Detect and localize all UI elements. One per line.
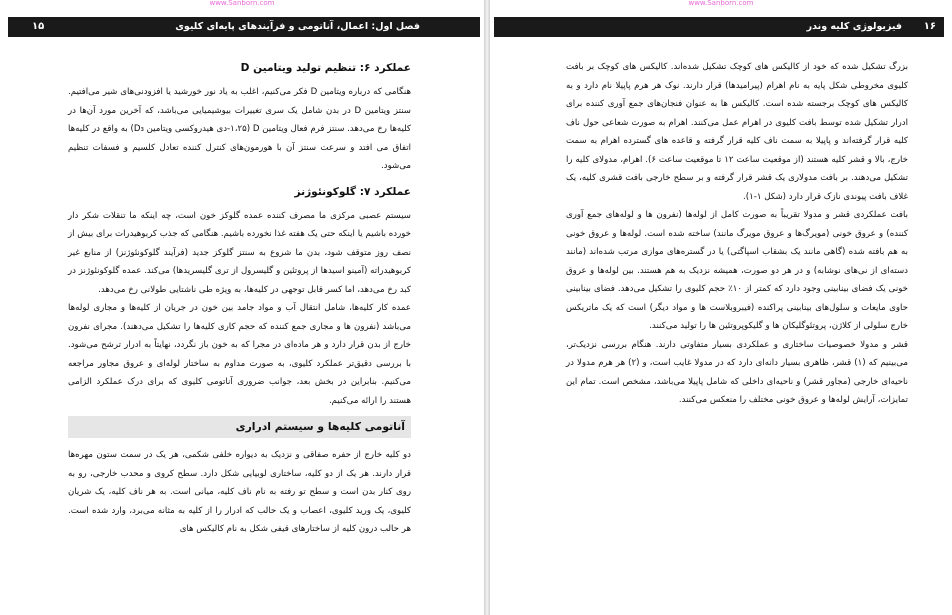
function6-heading: عملکرد ۶: تنظیم تولید ویتامین D [240,62,411,74]
section-heading: آناتومی کلیه‌ها و سیستم ادراری [68,416,411,438]
tissue-paragraph: بافت عملکردی قشر و مدولا تقریباً به صورت کامل از لوله‌ها (نفرون ها و لوله‌های جمع آوری کننده) و عروق خونی (مویرگ‌ها و عروق مویرگ مانند) ساخته شده است. لوله‌ها و عروق خونی به هم بافته شده (گاهی مانند یک بشقاب اسپاگتی) یا در گستره‌های موازی مرتب شده‌اند (مانند دسته‌ای از نی‌های نوشابه) و در هر دو صورت، همیشه نزدیک به هم هستند. بین لوله‌ها و عروق خونی یک فضای بینابینی وجود دارد که کمتر از ۱۰٪ حجم کلیوی را تشکیل می‌دهد. فضای بینابینی حاوی مایعات و سلول‌های بینابینی پراکنده (فیبروبلاست ها و مواد دیگر) است که یک ماتریکس خارج سلولی از کلاژن، پروتئوگلیکان ها و گلیکوپروتئین ها را تولید می‌کنند. [566,210,908,331]
header-title: فیزیولوژی کلیه وندر [806,21,902,32]
anatomy-paragraph: دو کلیه خارج از حفره صفاقی و نزدیک به دیواره خلفی شکمی، هر یک در سمت ستون مهره‌ها قرار دارند. هر یک از دو کلیه، ساختاری لوبیایی شکل دارد. سطح کروی و محدب خارجی، رو به روی کنار بدن است و سطح تو رفته به نام ناف کلیه، میانی است. به هر ناف کلیه، یک شریان کلیوی، یک ورید کلیوی، اعصاب و یک حالب که ادرار را از کلیه به مثانه می‌برد، وارد شده است. هر حالب درون کلیه از ساختارهای قیفی شکل به نام کالیکس های [68,450,411,534]
page-body [68,58,411,539]
function7-heading: عملکرد ۷: گلوکونئوژنز [294,185,411,198]
cortex-medulla-paragraph: قشر و مدولا خصوصیات ساختاری و عملکردی بسیار متفاوتی دارند. هنگام بررسی نزدیک‌تر، می‌بینیم که (۱) قشر، ظاهری بسیار دانه‌ای دارد که در مدولا غایب است، و (۲) هر هرم مدولا در ناحیه‌ای خارجی (مجاور قشر) و ناحیه‌ای داخلی که شامل پاپیلا می‌باشد، مشخص است. تمام این تمایزات، آرایش لوله‌ها و عروق خونی مختلف را منعکس می‌کنند. [566,339,908,405]
header-title: فصل اول: اعمال، آناتومی و فرآیندهای پایه‌ای کلیوی [175,21,420,32]
page-number: ۱۶ [923,21,936,32]
running-header [494,17,944,37]
watermark: www.Sanborn.com [688,0,754,6]
right-page [490,0,952,615]
page-number: ۱۵ [32,21,45,32]
watermark: www.Sanborn.com [209,0,275,6]
page-body [566,58,908,410]
function7-paragraph: سیستم عصبی مرکزی ما مصرف کننده عمده گلوکز خون است، چه اینکه ما تنقلات شکر دار خورده باشیم یا اینکه حتی یک هفته غذا نخورده باشیم. هنگامی که جذب کربوهیدرات برای بیش از نصف روز متوقف شود، بدن ما شروع به سنتز گلوکز جدید (فرآیند گلوکونئوژنز) از منابع غیر کربوهیدراته (آمینو اسیدها از پروتئین و گلیسرول از تری گلیسریدها) می‌کند. عمده گلوکونئوژنز در کبد رخ می‌دهد، اما کسر قابل توجهی در کلیه‌ها، به ویژه طی ناشتایی طولانی رخ می‌دهد. [68,210,411,295]
calyx-paragraph: بزرگ تشکیل شده که خود از کالیکس های کوچک تشکیل شده‌اند. کالیکس های کوچک بر بافت کلیوی مخروطی شکل پایه به نام اهرام (پیرامیدها) قرار دارند. نوک هر هرم پاپیلا نام دارد و به کالیکس های کوچک برجسته شده است. کالیکس ها به عنوان فنجان‌های جمع آوری کننده برای ادرار تشکیل شده توسط بافت کلیوی در اهرام عمل می‌کنند. اهرام به صورت شعاعی حول ناف کلیه قرار گرفته‌اند و پاپیلا به سمت ناف کلیه قرار گرفته و قاعده های گسترده اهرام به سمت خارج، بالا و قشر کلیه هستند (از موقعیت ساعت ۱۲ تا موقعیت ساعت ۶). اهرام، مدولای کلیه را تشکیل می‌دهند. بر بافت مدولاری یک قشر قرار گرفته و بر سطح خارجی بافت قشری کلیه، یک غلاف بافت پیوندی نازک قرار دارد (شکل ۱-۱). [566,62,908,202]
function6-paragraph: هنگامی که درباره ویتامین D فکر می‌کنیم، اغلب به یاد نور خورشید یا افزودنی‌های شیر می‌افتیم. سنتز ویتامین D در بدن شامل یک سری تغییرات بیوشیمیایی می‌باشد، که آخرین مورد آن‌ها در کلیه‌ها رخ می‌دهد. سنتز فرم فعال ویتامین D (۱،۲۵-دی هیدروکسی ویتامین D₃) به واقع در کلیه‌ها اتفاق می افتد و سرعت سنتز آن با هورمون‌های کنترل کننده تعادل کلسیم و فسفات تنظیم می‌شود. [68,87,412,171]
summary-paragraph: عمده کار کلیه‌ها، شامل انتقال آب و مواد جامد بین خون در جریان از کلیه‌ها و مجاری لوله‌ها می‌باشد (نفرون ها و مجاری جمع کننده که حجم کاری کلیه‌ها را تشکیل می‌دهند). مجرای نفرون خارج از بدن قرار دارد و هر ماده‌ای در مجرا که به خون باز نگردد، نهایتاً به ادرار ترشح می‌شود. با بررسی دقیق‌تر عملکرد کلیوی، به صورت مداوم به ساختار لوله‌ای و عروق مجاور مراجعه می‌کنیم. بنابراین در بخش بعد، جوانب ضروری آناتومی کلیوی که برای درک عملکرد الزامی هستند را ارائه می‌کنیم. [68,303,411,406]
running-header [8,17,480,37]
